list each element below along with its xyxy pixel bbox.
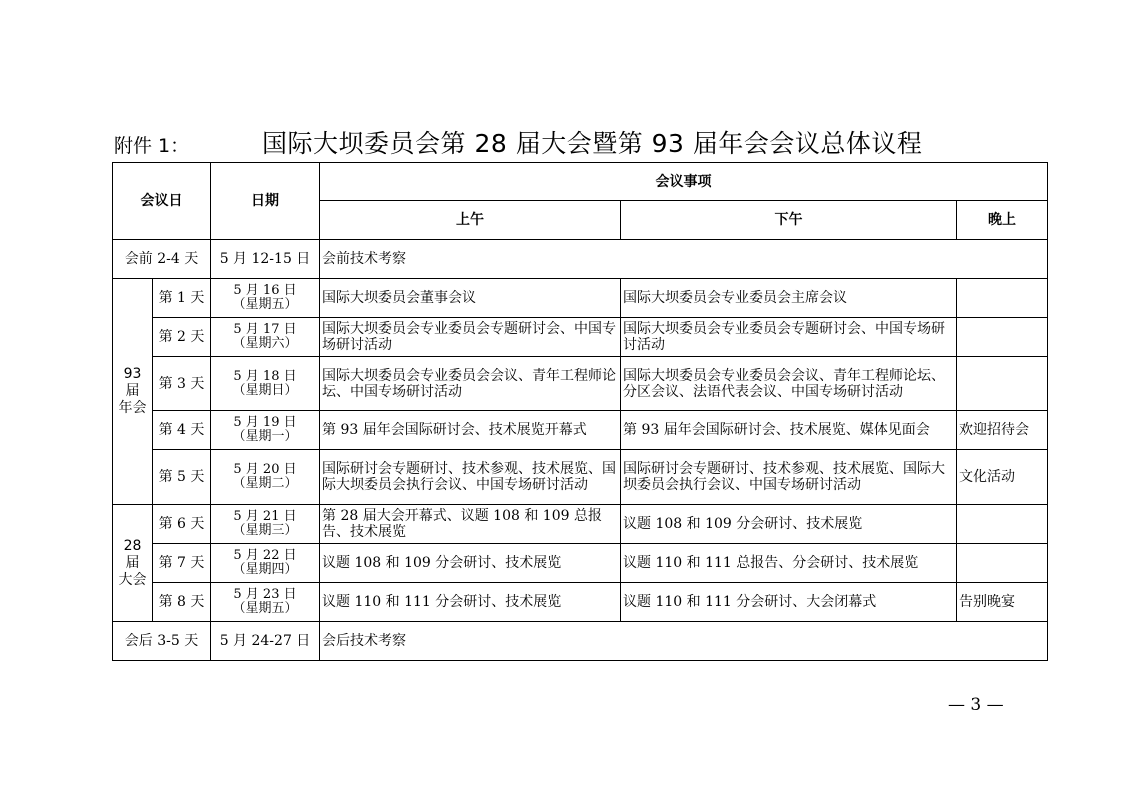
group-label-line: 28 届: [123, 537, 142, 571]
date-cell: [211, 505, 320, 544]
table-row: [113, 411, 1048, 450]
date-cell: [211, 318, 320, 357]
morning-cell: [320, 411, 621, 450]
date-line: 5 月 23 日: [233, 587, 297, 602]
group-label-line: 年会: [118, 400, 147, 416]
morning-cell: [320, 279, 621, 318]
afternoon-cell: [621, 583, 957, 622]
table-row: [113, 318, 1048, 357]
pre-content-cell: 会前技术考察: [320, 240, 1048, 279]
weekday-line: （星期一）: [232, 429, 298, 444]
weekday-line: （星期三）: [232, 523, 298, 538]
afternoon-cell: [621, 357, 957, 411]
morning-text: 第 93 届年会国际研讨会、技术展览开幕式: [322, 422, 587, 438]
date-cell: [211, 279, 320, 318]
afternoon-text: 国际研讨会专题研讨、技术参观、技术展览、国际大坝委员会执行会议、中国专场研讨活动: [623, 461, 945, 493]
weekday-line: （星期五）: [232, 601, 298, 616]
afternoon-cell: [621, 318, 957, 357]
weekday-line: （星期四）: [232, 562, 298, 577]
day-cell: 第 2 天: [153, 318, 211, 357]
pre-day-cell: 会前 2-4 天: [113, 240, 211, 279]
morning-cell: [320, 450, 621, 505]
evening-cell: [957, 357, 1048, 411]
weekday-line: （星期六）: [232, 336, 298, 351]
afternoon-text: 国际大坝委员会专业委员会会议、青年工程师论坛、分区会议、法语代表会议、中国专场研讨活动: [623, 367, 945, 400]
document-title: 国际大坝委员会第 28 届大会暨第 93 届年会会议总体议程: [262, 129, 923, 158]
afternoon-cell: [621, 505, 957, 544]
morning-text: 国际大坝委员会董事会议: [322, 290, 476, 306]
day-cell: 第 6 天: [153, 505, 211, 544]
evening-cell: [957, 279, 1048, 318]
morning-text: 第 28 届大会开幕式、议题 108 和 109 总报告、技术展览: [322, 508, 602, 540]
date-cell: [211, 357, 320, 411]
afternoon-cell: [621, 450, 957, 505]
weekday-line: （星期五）: [232, 297, 298, 312]
morning-text: 国际研讨会专题研讨、技术参观、技术展览、国际大坝委员会执行会议、中国专场研讨活动: [322, 461, 616, 493]
header-agenda: 会议事项: [320, 163, 1048, 201]
afternoon-text: 议题 110 和 111 总报告、分会研讨、技术展览: [623, 555, 919, 571]
post-date-cell: 5 月 24-27 日: [211, 622, 320, 661]
header-afternoon: 下午: [621, 201, 957, 240]
date-line: 5 月 17 日: [233, 322, 297, 337]
day-cell: 第 5 天: [153, 450, 211, 505]
table-row: [113, 622, 1048, 661]
date-line: 5 月 18 日: [233, 368, 297, 384]
table-row: [113, 583, 1048, 622]
pre-date-cell: 5 月 12-15 日: [211, 240, 320, 279]
afternoon-text: 议题 108 和 109 分会研讨、技术展览: [623, 516, 863, 532]
evening-cell: [957, 318, 1048, 357]
afternoon-cell: [621, 411, 957, 450]
date-line: 5 月 19 日: [233, 415, 297, 430]
morning-text: 议题 110 和 111 分会研讨、技术展览: [322, 594, 562, 610]
evening-cell: 告别晚宴: [957, 583, 1048, 622]
header-morning: 上午: [320, 201, 621, 240]
morning-text: 国际大坝委员会专业委员会专题研讨会、中国专场研讨活动: [322, 321, 616, 353]
day-cell: 第 3 天: [153, 357, 211, 411]
table-row: [113, 544, 1048, 583]
evening-cell: [957, 544, 1048, 583]
date-cell: [211, 583, 320, 622]
header-meeting-day: 会议日: [113, 163, 211, 240]
afternoon-text: 第 93 届年会国际研讨会、技术展览、媒体见面会: [623, 422, 930, 438]
group-label-line: 大会: [118, 571, 147, 588]
morning-cell: [320, 544, 621, 583]
afternoon-cell: [621, 279, 957, 318]
morning-text: 议题 108 和 109 分会研讨、技术展览: [322, 555, 562, 571]
group-label-annual-meeting: [113, 279, 153, 505]
afternoon-text: 国际大坝委员会专业委员会主席会议: [623, 290, 847, 306]
group-label-congress: [113, 505, 153, 622]
weekday-line: （星期二）: [232, 476, 298, 491]
day-cell: 第 7 天: [153, 544, 211, 583]
table-row: [113, 279, 1048, 318]
page-number: — 3 —: [948, 695, 1004, 715]
morning-cell: [320, 357, 621, 411]
day-cell: 第 4 天: [153, 411, 211, 450]
table-row: [113, 240, 1048, 279]
evening-cell: [957, 505, 1048, 544]
table-row: [113, 505, 1048, 544]
day-cell: 第 1 天: [153, 279, 211, 318]
attachment-label: 附件 1：: [114, 135, 190, 157]
morning-cell: [320, 505, 621, 544]
header-evening: 晚上: [957, 201, 1048, 240]
morning-text: 国际大坝委员会专业委员会会议、青年工程师论坛、中国专场研讨活动: [322, 367, 616, 400]
table-row: [113, 357, 1048, 411]
afternoon-text: 议题 110 和 111 分会研讨、大会闭幕式: [623, 594, 877, 610]
agenda-table: [112, 162, 1048, 661]
evening-cell: 文化活动: [957, 450, 1048, 505]
morning-cell: [320, 583, 621, 622]
post-day-cell: 会后 3-5 天: [113, 622, 211, 661]
date-line: 5 月 21 日: [233, 509, 297, 524]
group-label-line: 93 届: [123, 366, 142, 399]
afternoon-cell: [621, 544, 957, 583]
date-line: 5 月 16 日: [233, 283, 297, 298]
post-content-cell: 会后技术考察: [320, 622, 1048, 661]
day-cell: 第 8 天: [153, 583, 211, 622]
date-cell: [211, 544, 320, 583]
date-cell: [211, 411, 320, 450]
table-row: [113, 450, 1048, 505]
evening-cell: 欢迎招待会: [957, 411, 1048, 450]
date-line: 5 月 22 日: [233, 548, 297, 563]
date-cell: [211, 450, 320, 505]
header-date: 日期: [211, 163, 320, 240]
date-line: 5 月 20 日: [233, 462, 297, 477]
afternoon-text: 国际大坝委员会专业委员会专题研讨会、中国专场研讨活动: [623, 321, 945, 353]
weekday-line: （星期日）: [232, 382, 298, 398]
morning-cell: [320, 318, 621, 357]
